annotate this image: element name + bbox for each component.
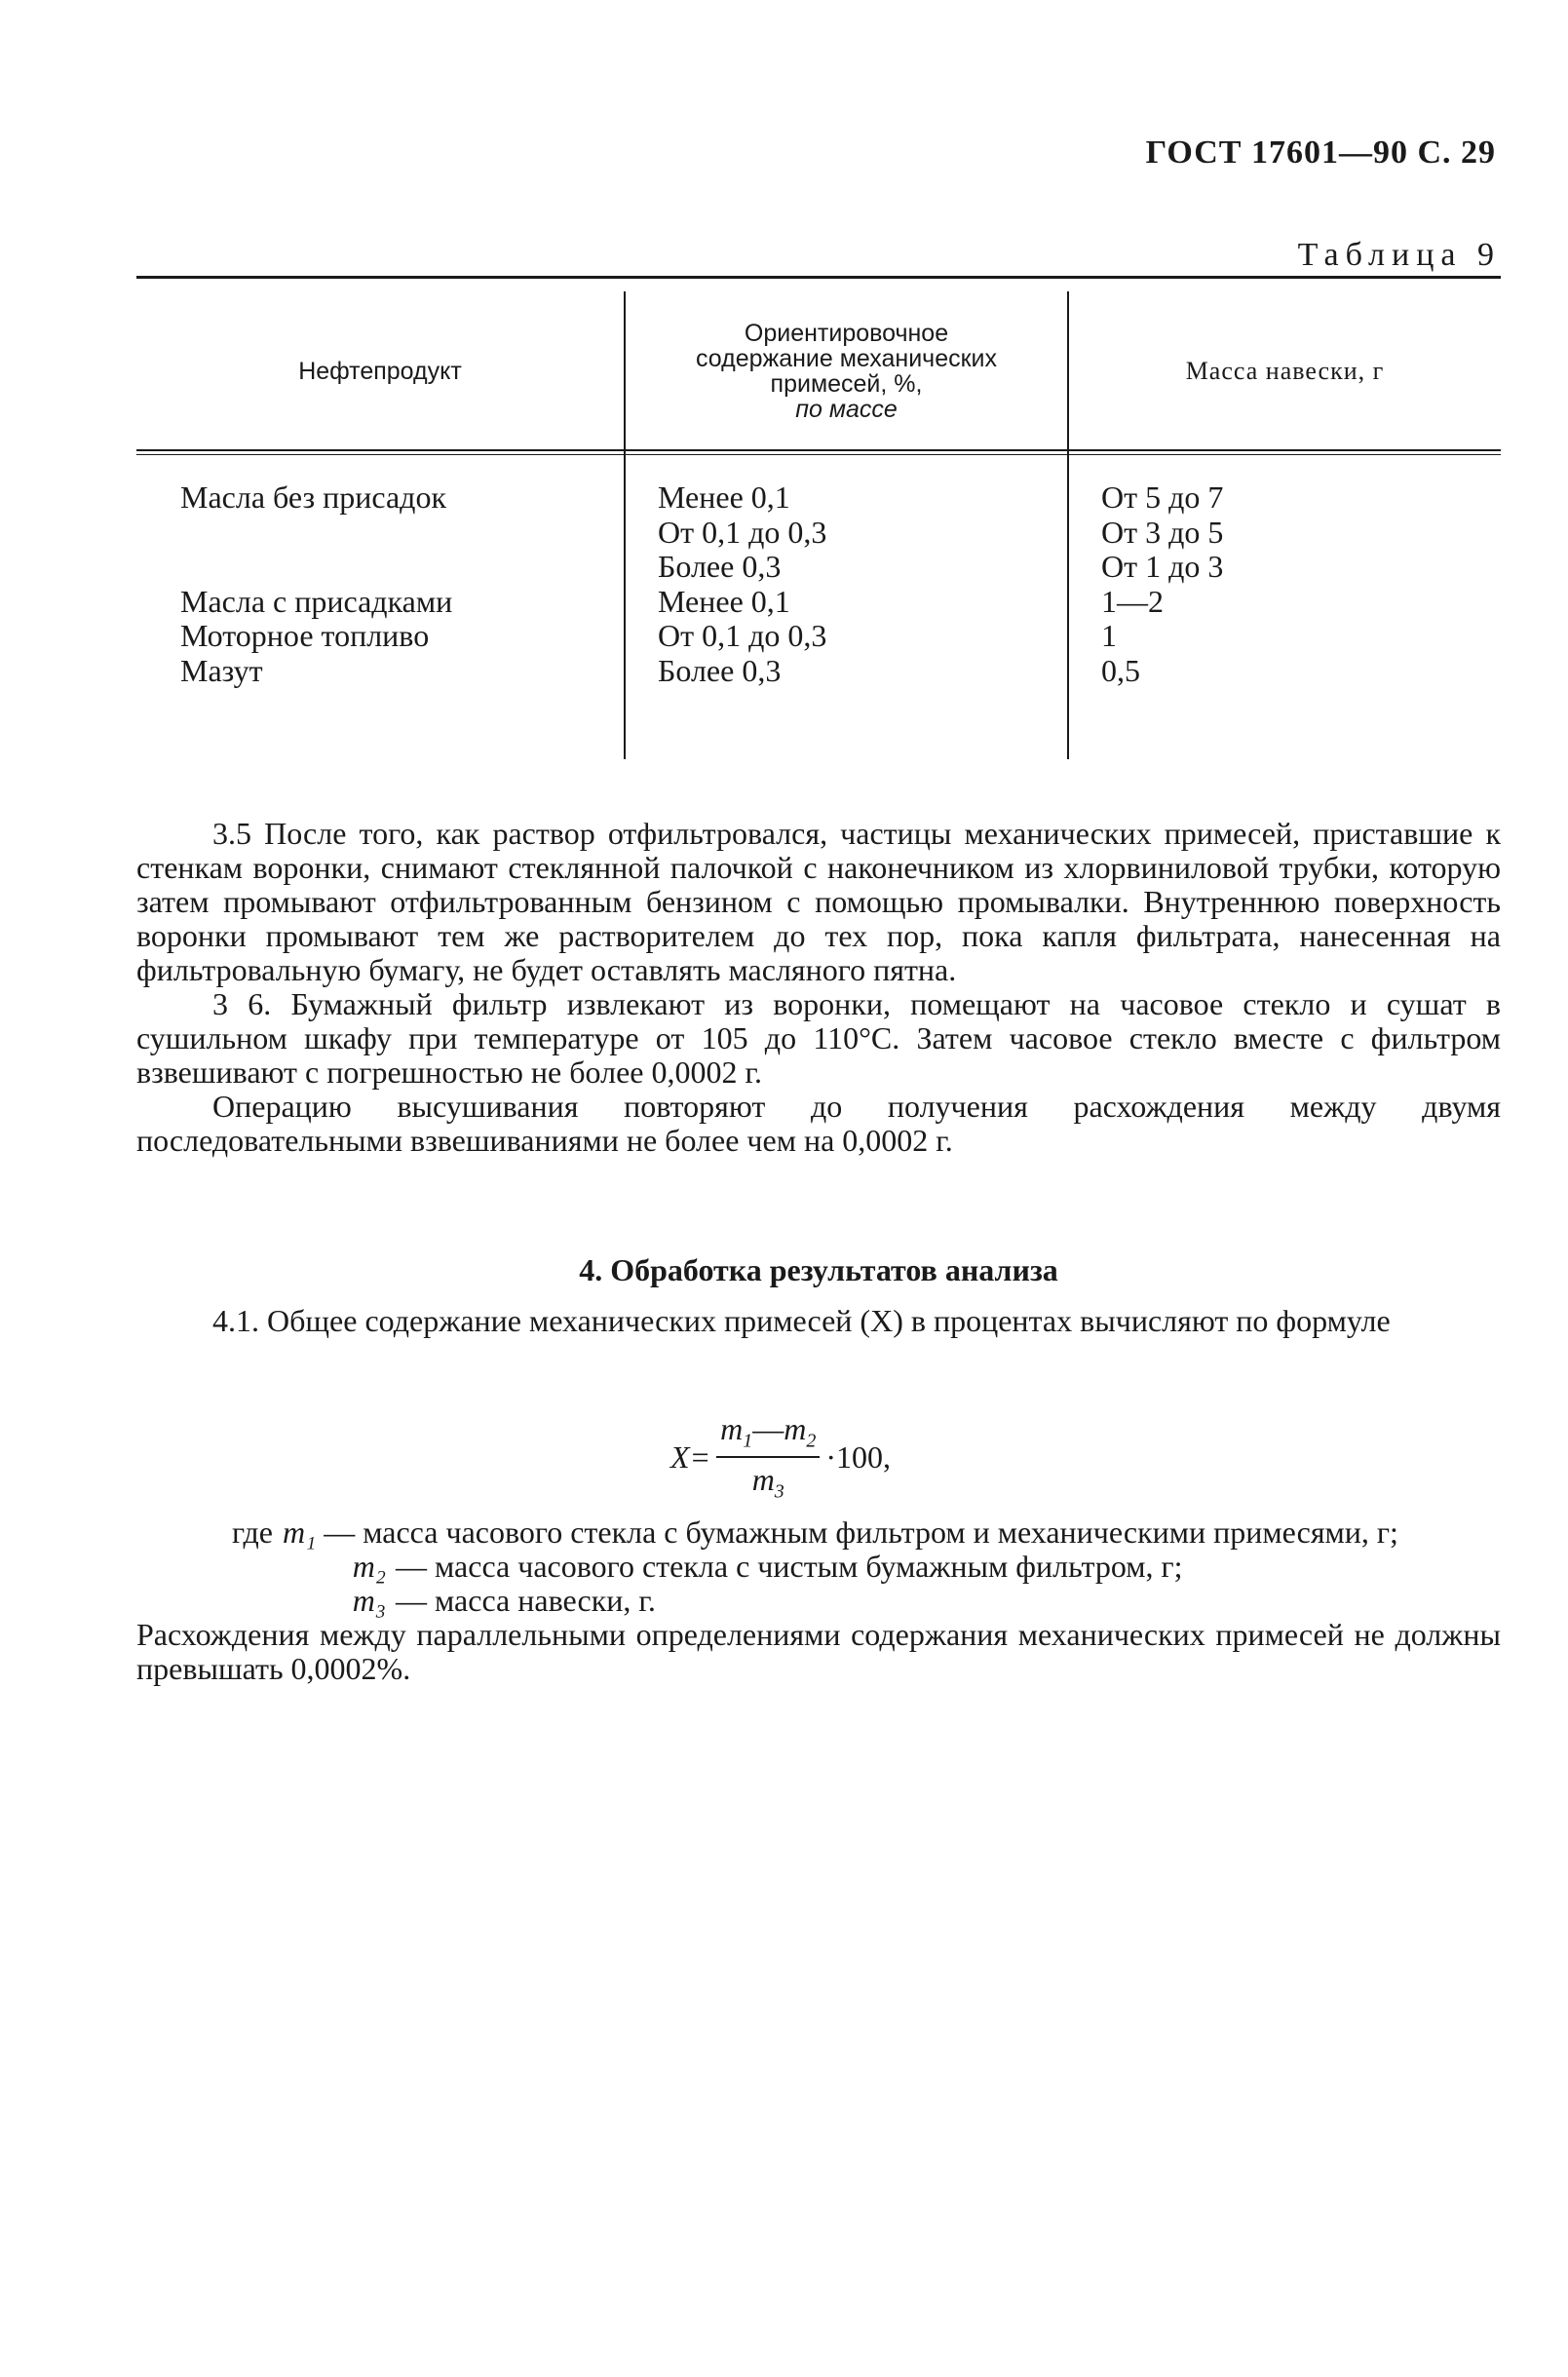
- table-cell: [180, 550, 619, 585]
- definition-text: — масса навески, г.: [396, 1583, 656, 1618]
- table-cell: Менее 0,1: [658, 583, 790, 619]
- definition-text: — масса часового стекла с бумажным фильтром и механическими примесями, г;: [324, 1514, 1398, 1550]
- formula-tail: ·100,: [825, 1438, 892, 1475]
- data-table: [136, 276, 1501, 763]
- table-cell: Масла без присадок: [180, 479, 446, 515]
- formula-denominator: $m_3$: [751, 1462, 784, 1503]
- definition-text: — масса часового стекла с чистым бумажным фильтром, г;: [396, 1549, 1183, 1584]
- table-cell: От 3 до 5: [1101, 514, 1224, 550]
- table-header-rule: [136, 449, 1501, 451]
- formula-numerator: $m_1—m_2$: [716, 1411, 820, 1458]
- formula: [670, 1403, 891, 1511]
- header-content-line: по массе: [795, 395, 898, 423]
- paragraph-3-6-repeat: Операцию высушивания повторяют до получения расхождения между двумя последовательными взвешиваниями не более чем на 0,0002 г.: [136, 1089, 1501, 1158]
- paragraph-4-1: 4.1. Общее содержание механических примесей (X) в процентах вычисляют по формуле: [212, 1303, 1391, 1338]
- formula-intro: [136, 1304, 1501, 1338]
- procedure-text: [136, 817, 1501, 1158]
- table-cell: Моторное топливо: [180, 618, 430, 653]
- definition-where: где: [231, 1514, 273, 1550]
- table-cell: Более 0,3: [658, 652, 782, 688]
- table-cell: От 0,1 до 0,3: [658, 514, 827, 550]
- table-cell: От 1 до 3: [1101, 549, 1224, 584]
- table-top-rule: [136, 276, 1501, 279]
- table-cell: 0,5: [1101, 652, 1140, 688]
- definition-m1: [136, 1515, 1501, 1550]
- table-cell: [180, 516, 619, 551]
- formula-fraction: [716, 1411, 820, 1504]
- table-cell: Мазут: [180, 652, 263, 688]
- header-content-line: содержание механических: [695, 344, 998, 372]
- definition-m2: [136, 1550, 1501, 1584]
- definition-m3: [136, 1584, 1501, 1618]
- formula-lhs: X=: [670, 1438, 711, 1475]
- final-paragraph: Расхождения между параллельными определениями содержания механических примесей не должны превышать 0,0002%.: [136, 1617, 1501, 1686]
- header-product: Нефтепродукт: [298, 357, 462, 385]
- table-cell: 1—2: [1101, 583, 1164, 619]
- definition-symbol: m₃: [352, 1583, 386, 1618]
- header-content-line: примесей, %,: [770, 369, 923, 398]
- table-caption: Таблица 9: [1297, 237, 1501, 273]
- table-cell: От 5 до 7: [1101, 479, 1224, 515]
- table-cell: Масла с присадками: [180, 583, 453, 619]
- table-cell: Более 0,3: [658, 549, 782, 584]
- table-cell: Менее 0,1: [658, 479, 790, 515]
- column-product: [180, 480, 619, 688]
- table-header-rule: [136, 454, 1501, 455]
- definition-symbol: m₁: [283, 1514, 317, 1550]
- header-sample-mass: Масса навески, г: [1185, 356, 1385, 385]
- header-content: [626, 310, 1067, 432]
- table-cell: От 0,1 до 0,3: [658, 618, 827, 653]
- definition-symbol: m₂: [352, 1549, 386, 1584]
- column-sample-mass: [1101, 480, 1491, 688]
- section-heading: 4. Обработка результатов анализа: [579, 1252, 1058, 1287]
- column-content: [658, 480, 1057, 688]
- paragraph-3-6: 3 6. Бумажный фильтр извлекают из воронки, помещают на часовое стекло и сушат в сушильном шкафу при температуре от 105 до 110°С. Затем часовое стекло вместе с фильтром взвешивают с погрешностью не более 0,0002 г.: [136, 986, 1501, 1090]
- table-cell: 1: [1101, 618, 1117, 653]
- header-content-line: Ориентировочное: [744, 319, 949, 347]
- paragraph-3-5: 3.5 После того, как раствор отфильтровался, частицы механических примесей, приставшие к стенкам воронки, снимают стеклянной палочкой с наконечником из хлорвиниловой трубки, которую затем промывают отфильтрованным бензином с помощью промывалки. Внутреннюю поверхность воронки промывают тем же растворителем до тех пор, пока капля фильтрата, нанесенная на фильтровальную бумагу, не будет оставлять масляного пятна.: [136, 816, 1501, 987]
- page-header: ГОСТ 17601—90 С. 29: [1145, 134, 1496, 171]
- variable-definitions: [136, 1515, 1501, 1686]
